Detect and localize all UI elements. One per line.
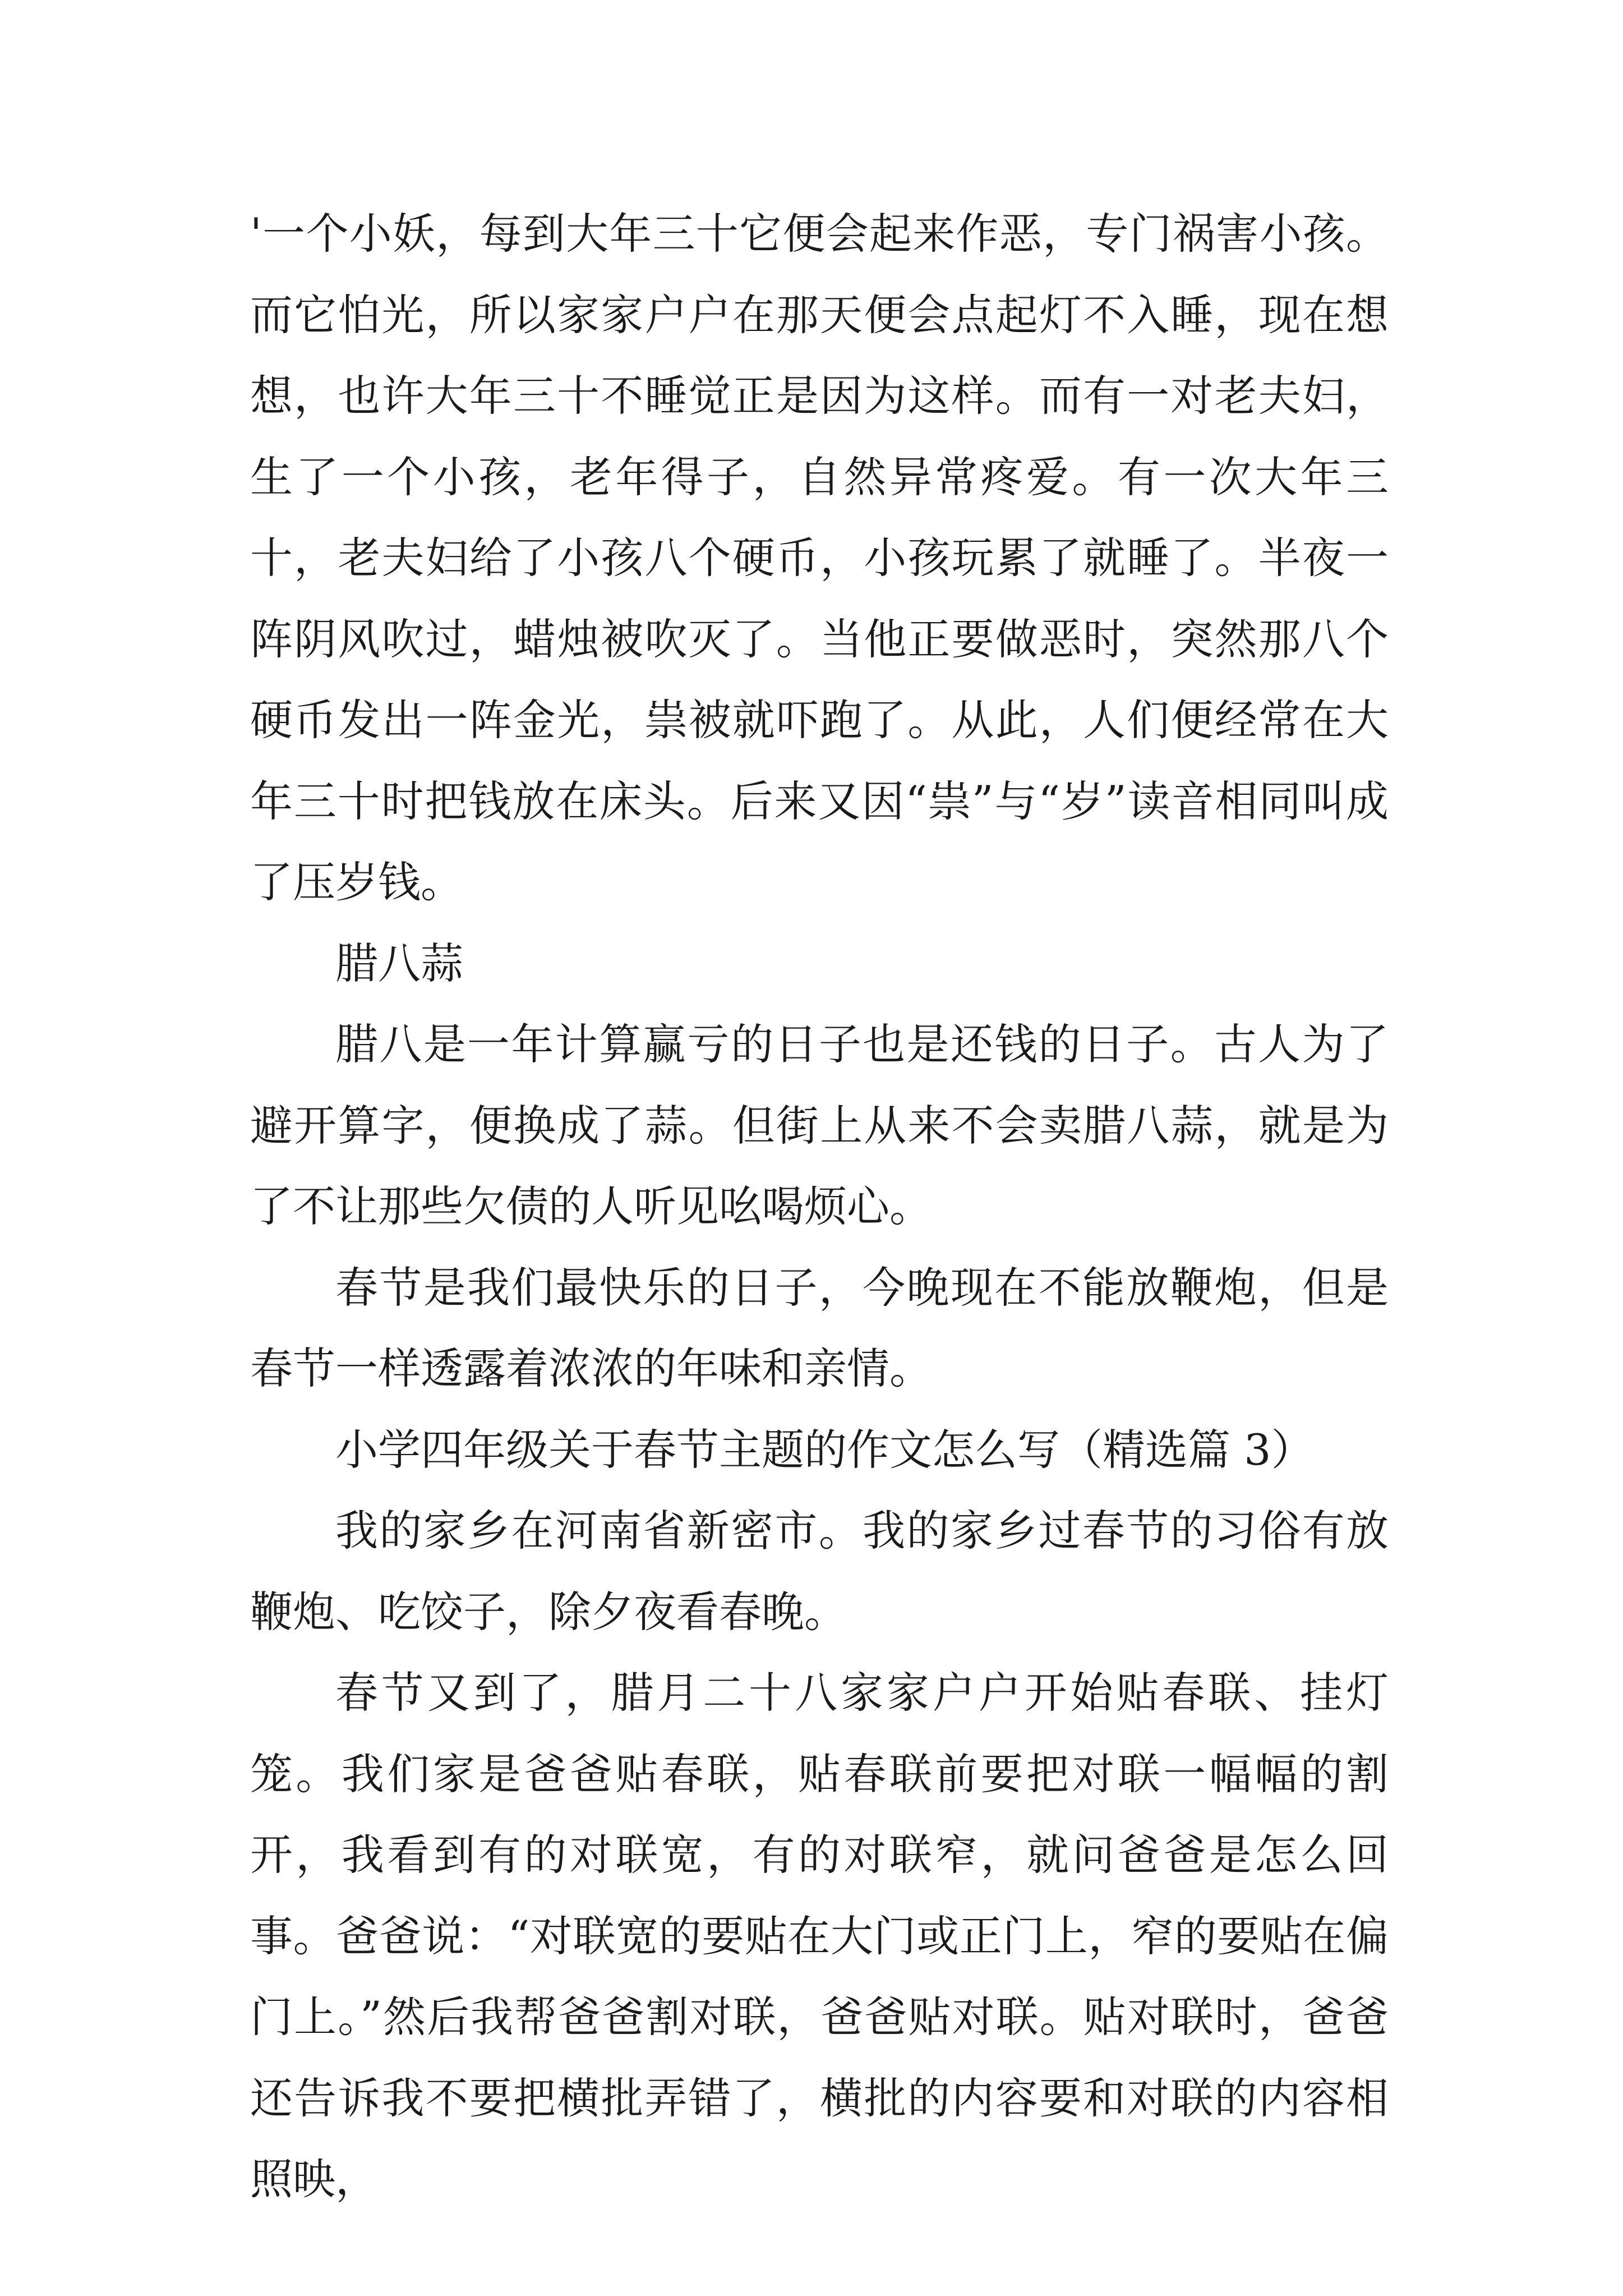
document-body [250,194,1389,2220]
paragraph-couplets: 春节又到了，腊月二十八家家户户开始贴春联、挂灯笼。我们家是爸爸贴春联，贴春联前要把对联一幅幅的割开，我看到有的对联宽，有的对联窄，就问爸爸是怎么回事。爸爸说：“对联宽的要贴在大门或正门上，窄的要贴在偏门上。”然后我帮爸爸割对联，爸爸贴对联。贴对联时，爸爸还告诉我不要把横批弄错了，横批的内容要和对联的内容相照映， [250,1668,1389,2204]
paragraph-hometown: 我的家乡在河南省新密市。我的家乡过春节的习俗有放鞭炮、吃饺子，除夕夜看春晚。 [250,1506,1389,1637]
essay-title-selection-3: 小学四年级关于春节主题的作文怎么写（精选篇 3） [335,1424,1314,1475]
paragraph-laba-garlic: 腊八是一年计算赢亏的日子也是还钱的日子。古人为了避开算字，便换成了蒜。但街上从来不会卖腊八蒜，就是为了不让那些欠债的人听见吆喝烦心。 [250,1019,1389,1231]
subheading-laba-garlic: 腊八蒜 [335,938,463,988]
paragraph-spring-festival-joy: 春节是我们最快乐的日子，今晚现在不能放鞭炮，但是春节一样透露着浓浓的年味和亲情。 [250,1262,1389,1393]
paragraph-story-continuation: '一个小妖，每到大年三十它便会起来作恶，专门祸害小孩。而它怕光，所以家家户户在那天便会点起灯不入睡，现在想想，也许大年三十不睡觉正是因为这样。而有一对老夫妇，生了一个小孩，老年得子，自然异常疼爱。有一次大年三十，老夫妇给了小孩八个硬币，小孩玩累了就睡了。半夜一阵阴风吹过，蜡烛被吹灭了。当他正要做恶时，突然那八个硬币发出一阵金光，祟被就吓跑了。从此，人们便经常在大年三十时把钱放在床头。后来又因“祟”与“岁”读音相同叫成了压岁钱。 [250,209,1389,907]
